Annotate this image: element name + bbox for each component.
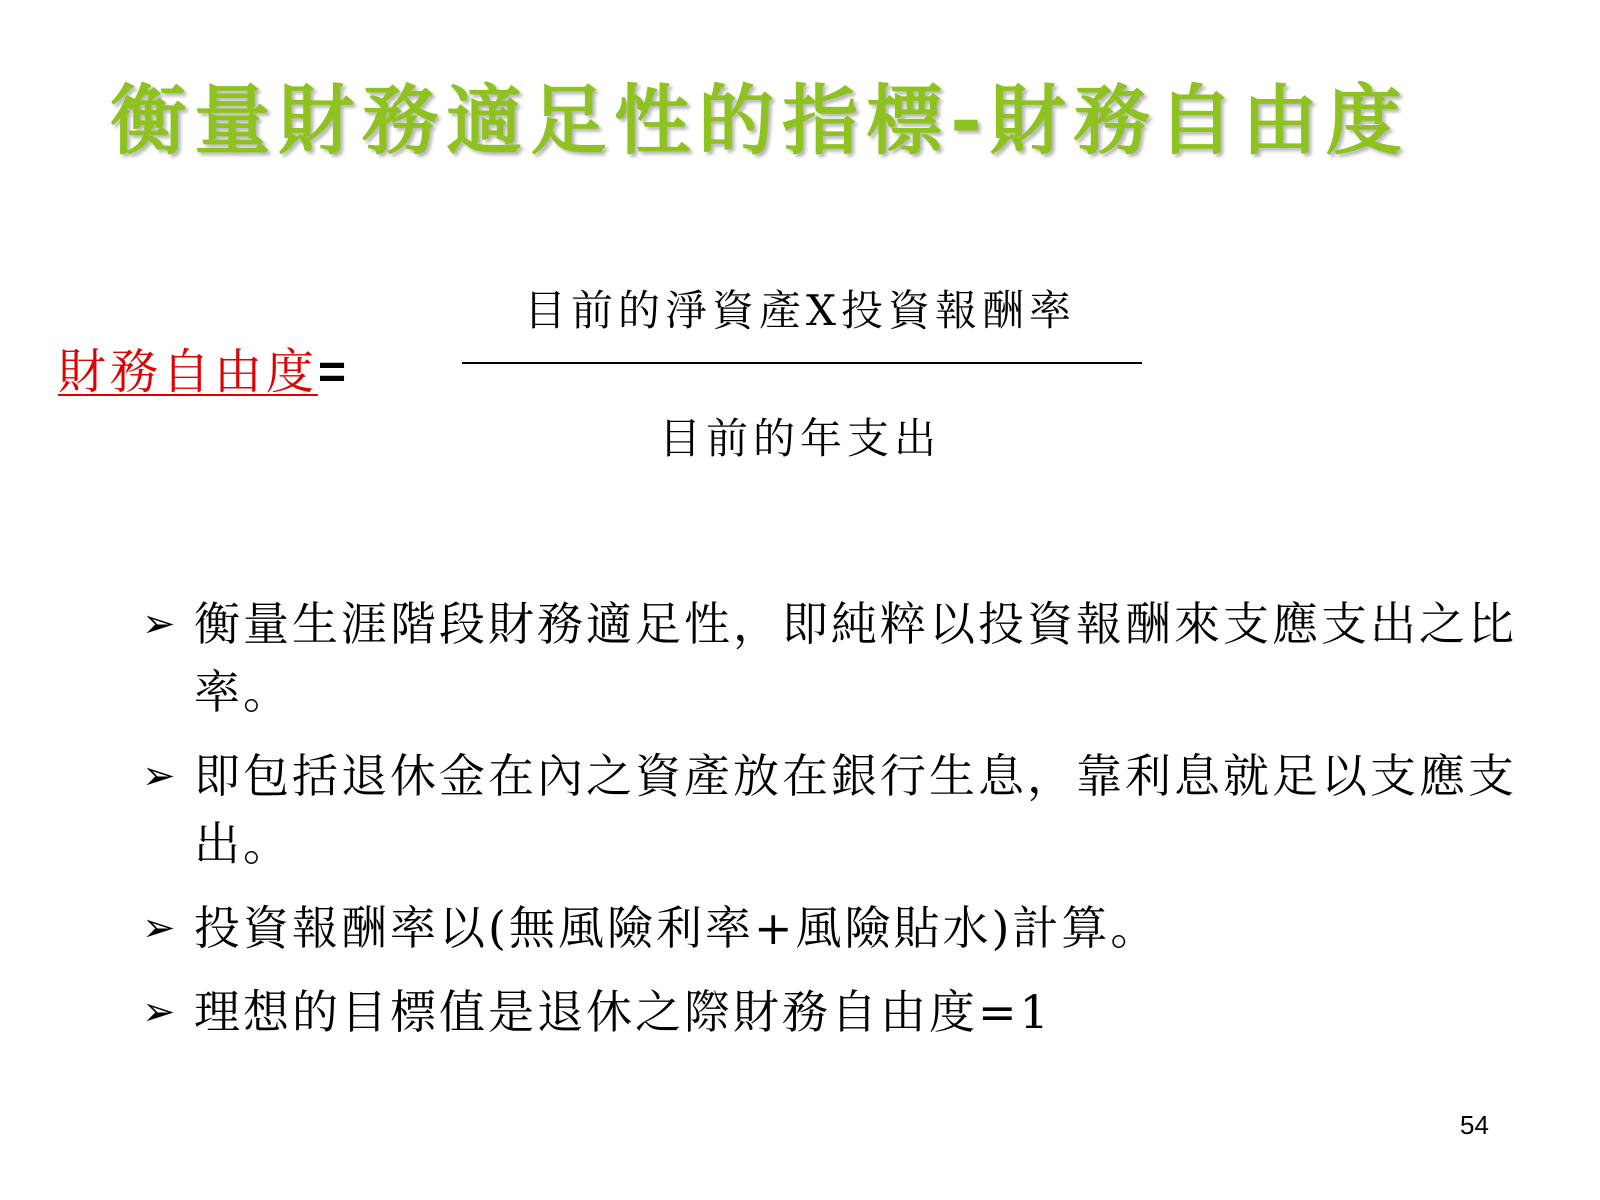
bullet-item bbox=[140, 742, 1540, 878]
fraction-line bbox=[462, 362, 1142, 364]
formula-lhs-term: 財務自由度 bbox=[58, 344, 319, 400]
arrow-bullet-icon: ➢ bbox=[142, 753, 179, 799]
bullet-item bbox=[140, 894, 1540, 962]
bullet-text: 即包括退休金在內之資產放在銀行生息，靠利息就足以支應支出。 bbox=[194, 749, 1517, 871]
page-number: 54 bbox=[1460, 1110, 1489, 1140]
slide-title: 衡量財務適足性的指標-財務自由度 bbox=[110, 76, 1410, 165]
arrow-bullet-icon: ➢ bbox=[142, 989, 179, 1035]
arrow-bullet-icon: ➢ bbox=[142, 601, 179, 647]
formula-numerator: 目前的淨資產X投資報酬率 bbox=[524, 286, 1076, 335]
bullet-item bbox=[140, 978, 1540, 1046]
bullet-text: 衡量生涯階段財務適足性，即純粹以投資報酬來支應支出之比率。 bbox=[194, 597, 1517, 719]
formula-denominator: 目前的年支出 bbox=[658, 414, 941, 463]
bullet-text: 理想的目標值是退休之際財務自由度=1 bbox=[194, 985, 1052, 1039]
formula-equals-sign: = bbox=[318, 346, 351, 399]
formula-lhs bbox=[58, 333, 350, 402]
bullet-item bbox=[140, 590, 1540, 726]
bullet-list bbox=[140, 590, 1540, 1062]
bullet-text: 投資報酬率以(無風險利率+風險貼水)計算。 bbox=[194, 901, 1160, 955]
arrow-bullet-icon: ➢ bbox=[142, 905, 179, 951]
